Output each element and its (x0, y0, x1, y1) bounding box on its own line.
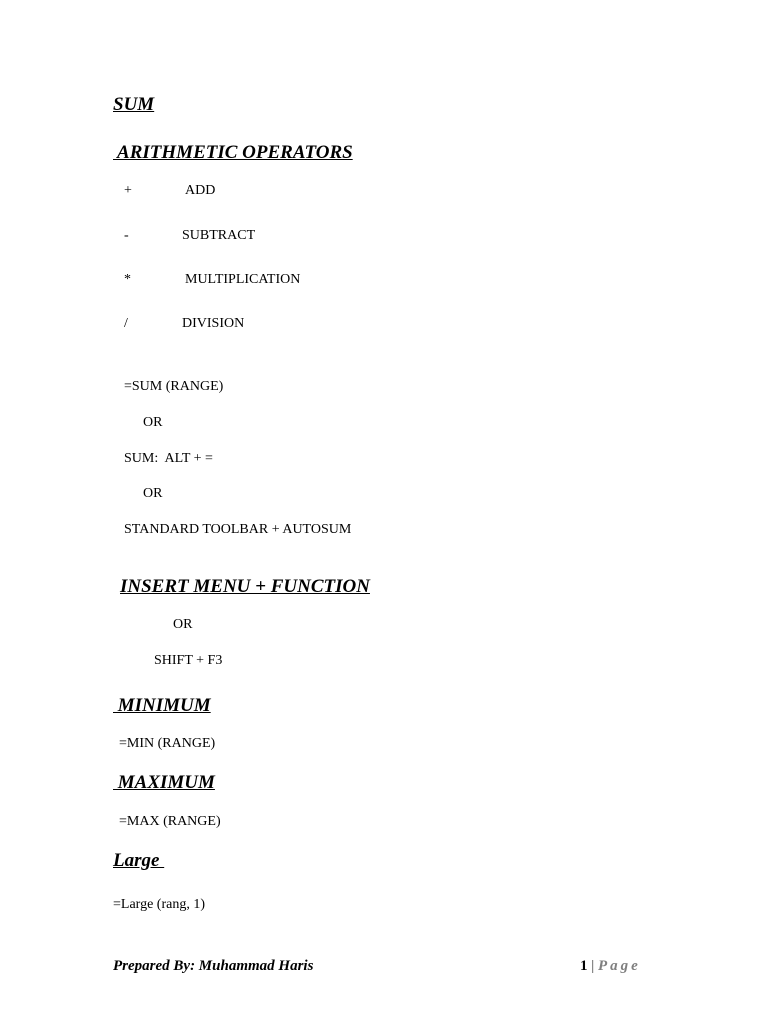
operator-name: ADD (185, 183, 216, 198)
or-text: OR (173, 617, 193, 632)
heading-minimum: MINIMUM (113, 695, 211, 716)
operator-name: SUBTRACT (182, 228, 256, 243)
heading-arithmetic-operators: ARITHMETIC OPERATORS (113, 142, 353, 163)
operator-name: MULTIPLICATION (185, 272, 301, 287)
heading-insert-menu-function: INSERT MENU + FUNCTION (120, 576, 370, 597)
insert-shortcut: SHIFT + F3 (154, 653, 223, 668)
or-text: OR (143, 486, 163, 501)
heading-sum: SUM (113, 94, 155, 115)
max-formula: =MAX (RANGE) (119, 814, 221, 829)
operator-symbol: - (124, 228, 129, 243)
heading-large: Large (113, 850, 165, 871)
min-formula: =MIN (RANGE) (119, 736, 216, 751)
page-separator: | (587, 958, 599, 974)
sum-toolbar: STANDARD TOOLBAR + AUTOSUM (124, 522, 352, 537)
page-number: 1 (580, 958, 588, 974)
page-label: Page (598, 958, 641, 974)
operator-symbol: + (124, 183, 132, 198)
operator-name: DIVISION (182, 316, 245, 331)
heading-maximum: MAXIMUM (113, 772, 215, 793)
or-text: OR (143, 415, 163, 430)
sum-shortcut: SUM: ALT + = (124, 451, 213, 466)
operator-symbol: * (124, 272, 131, 287)
operator-symbol: / (124, 316, 128, 331)
footer-prepared-by: Prepared By: Muhammad Haris (113, 958, 314, 974)
sum-formula: =SUM (RANGE) (124, 379, 224, 394)
large-formula: =Large (rang, 1) (113, 897, 205, 912)
footer-page-indicator (580, 958, 641, 975)
